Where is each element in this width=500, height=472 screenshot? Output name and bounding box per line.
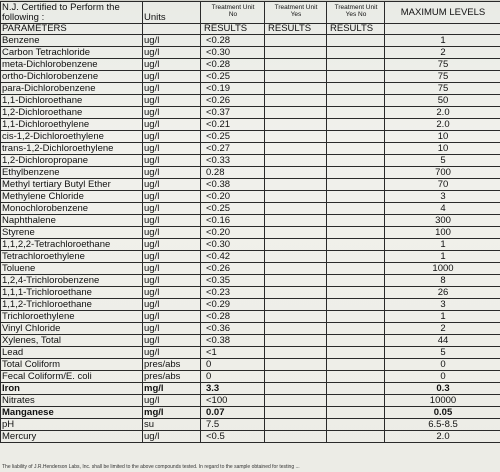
result-cell: <0.19 (201, 83, 265, 95)
param-cell: ortho-Dichlorobenzene (1, 71, 143, 83)
table-row (1, 131, 500, 143)
param-cell: 1,2-Dichloropropane (1, 155, 143, 167)
param-cell: Monochlorobenzene (1, 203, 143, 215)
result-yes-cell (265, 335, 327, 347)
param-cell: 1,2-Dichloroethane (1, 107, 143, 119)
unit-cell: ug/l (143, 215, 201, 227)
unit-cell: ug/l (143, 179, 201, 191)
units-subheader (143, 24, 201, 35)
unit-cell: ug/l (143, 311, 201, 323)
unit-cell: ug/l (143, 395, 201, 407)
result-yes-cell (265, 311, 327, 323)
subheader-row (1, 24, 500, 35)
max-levels-header: MAXIMUM LEVELS (385, 2, 500, 24)
result-yes-cell (265, 71, 327, 83)
max-level-cell: 10 (385, 131, 500, 143)
unit-cell: ug/l (143, 323, 201, 335)
result-yesno-cell (327, 107, 385, 119)
unit-cell: ug/l (143, 275, 201, 287)
table-row (1, 143, 500, 155)
unit-cell: ug/l (143, 287, 201, 299)
result-yes-cell (265, 371, 327, 383)
max-level-cell: 1000 (385, 263, 500, 275)
unit-cell: ug/l (143, 347, 201, 359)
result-yes-cell (265, 407, 327, 419)
param-cell: 1,1-Dichloroethylene (1, 119, 143, 131)
unit-cell: ug/l (143, 119, 201, 131)
result-yesno-cell (327, 47, 385, 59)
result-yes-cell (265, 179, 327, 191)
unit-cell: ug/l (143, 227, 201, 239)
result-yes-cell (265, 143, 327, 155)
treatment-yes-header (265, 2, 327, 24)
result-cell: <0.28 (201, 59, 265, 71)
param-cell: Lead (1, 347, 143, 359)
max-level-cell: 10000 (385, 395, 500, 407)
result-yesno-cell (327, 251, 385, 263)
result-yes-cell (265, 359, 327, 371)
result-yes-cell (265, 203, 327, 215)
result-yesno-cell (327, 383, 385, 395)
result-yes-cell (265, 215, 327, 227)
table-row (1, 335, 500, 347)
result-yes-cell (265, 263, 327, 275)
result-yesno-cell (327, 119, 385, 131)
unit-cell: ug/l (143, 155, 201, 167)
max-level-cell: 2.0 (385, 107, 500, 119)
result-yes-cell (265, 227, 327, 239)
result-yesno-cell (327, 35, 385, 47)
parameters-header: PARAMETERS (1, 24, 143, 35)
max-level-cell: 0.05 (385, 407, 500, 419)
table-row (1, 203, 500, 215)
result-yesno-cell (327, 227, 385, 239)
result-yes-cell (265, 287, 327, 299)
unit-cell: mg/l (143, 383, 201, 395)
param-cell: Carbon Tetrachloride (1, 47, 143, 59)
max-level-cell: 3 (385, 299, 500, 311)
table-row (1, 407, 500, 419)
max-level-cell: 2 (385, 323, 500, 335)
result-yesno-cell (327, 167, 385, 179)
result-cell: <0.27 (201, 143, 265, 155)
treatment-yes-line2: Yes (290, 11, 302, 18)
table-row (1, 359, 500, 371)
result-yesno-cell (327, 83, 385, 95)
result-yes-cell (265, 83, 327, 95)
max-level-cell: 3 (385, 191, 500, 203)
result-yes-cell (265, 275, 327, 287)
result-cell: <0.37 (201, 107, 265, 119)
table-row (1, 347, 500, 359)
result-yesno-cell (327, 359, 385, 371)
table-row (1, 155, 500, 167)
header-row (1, 2, 500, 24)
param-cell: Nitrates (1, 395, 143, 407)
max-level-cell: 5 (385, 155, 500, 167)
result-yesno-cell (327, 71, 385, 83)
result-yes-cell (265, 95, 327, 107)
table-row (1, 239, 500, 251)
unit-cell: ug/l (143, 239, 201, 251)
unit-cell: ug/l (143, 191, 201, 203)
max-level-cell: 1 (385, 35, 500, 47)
param-cell: Naphthalene (1, 215, 143, 227)
unit-cell: ug/l (143, 167, 201, 179)
result-cell: <0.28 (201, 311, 265, 323)
result-cell: <0.25 (201, 203, 265, 215)
result-cell: <0.20 (201, 191, 265, 203)
max-level-cell: 75 (385, 71, 500, 83)
result-cell: <0.25 (201, 71, 265, 83)
table-row (1, 299, 500, 311)
param-cell: 1,1-Dichloroethane (1, 95, 143, 107)
result-yes-cell (265, 47, 327, 59)
result-yesno-cell (327, 263, 385, 275)
result-yes-cell (265, 299, 327, 311)
result-cell: <0.23 (201, 287, 265, 299)
result-yesno-cell (327, 419, 385, 431)
table-row (1, 251, 500, 263)
param-cell: Xylenes, Total (1, 335, 143, 347)
unit-cell: ug/l (143, 203, 201, 215)
param-cell: Vinyl Chloride (1, 323, 143, 335)
param-cell: Benzene (1, 35, 143, 47)
unit-cell: ug/l (143, 59, 201, 71)
param-cell: Styrene (1, 227, 143, 239)
result-yes-cell (265, 347, 327, 359)
param-cell: 1,1,1-Trichloroethane (1, 287, 143, 299)
table-row (1, 167, 500, 179)
max-level-cell: 70 (385, 179, 500, 191)
max-level-cell: 2.0 (385, 119, 500, 131)
table-row (1, 47, 500, 59)
result-yes-cell (265, 419, 327, 431)
max-level-cell: 26 (385, 287, 500, 299)
table-row (1, 383, 500, 395)
result-yesno-cell (327, 191, 385, 203)
result-yesno-cell (327, 203, 385, 215)
units-header: Units (143, 2, 201, 24)
table-row (1, 287, 500, 299)
result-cell: <0.30 (201, 239, 265, 251)
table-row (1, 83, 500, 95)
max-level-cell: 0 (385, 371, 500, 383)
param-cell: Fecal Coliform/E. coli (1, 371, 143, 383)
unit-cell: ug/l (143, 71, 201, 83)
result-cell: <0.25 (201, 131, 265, 143)
result-yes-cell (265, 323, 327, 335)
result-cell: <1 (201, 347, 265, 359)
unit-cell: ug/l (143, 83, 201, 95)
unit-cell: pres/abs (143, 371, 201, 383)
result-yesno-cell (327, 371, 385, 383)
result-yes-cell (265, 431, 327, 443)
max-level-cell: 1 (385, 251, 500, 263)
liability-footer: The liability of J.R.Henderson Labs, Inc. shall be limited to the above compounds tested. In regard to the sample obtained for testing ... (2, 464, 300, 470)
treatment-no-line1: Treatment Unit (211, 4, 255, 11)
unit-cell: ug/l (143, 47, 201, 59)
result-cell: <0.21 (201, 119, 265, 131)
unit-cell: ug/l (143, 107, 201, 119)
result-cell: 0.07 (201, 407, 265, 419)
result-cell: <0.35 (201, 275, 265, 287)
result-yesno-cell (327, 155, 385, 167)
param-cell: Methyl tertiary Butyl Ether (1, 179, 143, 191)
max-level-cell: 1 (385, 239, 500, 251)
treatment-no-header (201, 2, 265, 24)
result-cell: 0 (201, 359, 265, 371)
param-cell: pH (1, 419, 143, 431)
table-row (1, 95, 500, 107)
table-row (1, 227, 500, 239)
result-cell: 0.28 (201, 167, 265, 179)
unit-cell: ug/l (143, 263, 201, 275)
treatment-no-line2: No (228, 11, 238, 18)
result-yesno-cell (327, 299, 385, 311)
table-row (1, 275, 500, 287)
result-cell: <0.16 (201, 215, 265, 227)
result-yes-cell (265, 107, 327, 119)
result-yes-cell (265, 251, 327, 263)
param-cell: 1,1,2,2-Tetrachloroethane (1, 239, 143, 251)
param-cell: meta-Dichlorobenzene (1, 59, 143, 71)
max-level-cell: 0 (385, 359, 500, 371)
result-yes-cell (265, 155, 327, 167)
max-subheader (385, 24, 500, 35)
param-cell: Manganese (1, 407, 143, 419)
table-row (1, 191, 500, 203)
treatment-yesno-line1: Treatment Unit (334, 4, 378, 11)
param-cell: Tetrachloroethylene (1, 251, 143, 263)
table-row (1, 179, 500, 191)
result-yesno-cell (327, 431, 385, 443)
max-level-cell: 2 (385, 47, 500, 59)
result-cell: <0.33 (201, 155, 265, 167)
result-yesno-cell (327, 95, 385, 107)
param-cell: Mercury (1, 431, 143, 443)
result-cell: <0.29 (201, 299, 265, 311)
result-yesno-cell (327, 275, 385, 287)
param-cell: Iron (1, 383, 143, 395)
result-yesno-cell (327, 215, 385, 227)
result-yes-cell (265, 119, 327, 131)
result-yes-cell (265, 167, 327, 179)
table-row (1, 215, 500, 227)
result-yes-cell (265, 191, 327, 203)
result-cell: <0.30 (201, 47, 265, 59)
table-row (1, 119, 500, 131)
result-cell: <0.26 (201, 95, 265, 107)
table-row (1, 263, 500, 275)
result-yesno-cell (327, 311, 385, 323)
table-row (1, 371, 500, 383)
treatment-yesno-header (327, 2, 385, 24)
result-yesno-cell (327, 131, 385, 143)
results-header-1: RESULTS (201, 24, 265, 35)
result-yesno-cell (327, 287, 385, 299)
result-yesno-cell (327, 395, 385, 407)
result-yesno-cell (327, 323, 385, 335)
param-cell: Methylene Chloride (1, 191, 143, 203)
result-yesno-cell (327, 179, 385, 191)
param-cell: cis-1,2-Dichloroethylene (1, 131, 143, 143)
results-header-2: RESULTS (265, 24, 327, 35)
max-level-cell: 700 (385, 167, 500, 179)
result-cell: 7.5 (201, 419, 265, 431)
unit-cell: ug/l (143, 95, 201, 107)
result-cell: <0.26 (201, 263, 265, 275)
unit-cell: ug/l (143, 335, 201, 347)
param-cell: trans-1,2-Dichloroethylene (1, 143, 143, 155)
max-level-cell: 8 (385, 275, 500, 287)
max-level-cell: 75 (385, 59, 500, 71)
result-cell: <0.20 (201, 227, 265, 239)
results-header-3: RESULTS (327, 24, 385, 35)
max-level-cell: 4 (385, 203, 500, 215)
table-row (1, 35, 500, 47)
max-level-cell: 5 (385, 347, 500, 359)
table-row (1, 419, 500, 431)
result-yesno-cell (327, 335, 385, 347)
table-row (1, 431, 500, 443)
result-yesno-cell (327, 347, 385, 359)
unit-cell: pres/abs (143, 359, 201, 371)
param-cell: 1,2,4-Trichlorobenzene (1, 275, 143, 287)
result-yesno-cell (327, 239, 385, 251)
max-level-cell: 10 (385, 143, 500, 155)
result-yes-cell (265, 59, 327, 71)
max-level-cell: 0.3 (385, 383, 500, 395)
unit-cell: ug/l (143, 143, 201, 155)
param-cell: Toluene (1, 263, 143, 275)
max-level-cell: 1 (385, 311, 500, 323)
result-cell: <0.28 (201, 35, 265, 47)
param-cell: 1,1,2-Trichloroethane (1, 299, 143, 311)
max-level-cell: 75 (385, 83, 500, 95)
treatment-yes-line1: Treatment Unit (274, 4, 318, 11)
treatment-yesno-line2: Yes No (345, 11, 367, 18)
result-cell: <100 (201, 395, 265, 407)
unit-cell: ug/l (143, 299, 201, 311)
max-level-cell: 50 (385, 95, 500, 107)
unit-cell: mg/l (143, 407, 201, 419)
unit-cell: su (143, 419, 201, 431)
result-yes-cell (265, 35, 327, 47)
param-cell: para-Dichlorobenzene (1, 83, 143, 95)
unit-cell: ug/l (143, 131, 201, 143)
result-yes-cell (265, 383, 327, 395)
result-yesno-cell (327, 59, 385, 71)
max-level-cell: 100 (385, 227, 500, 239)
max-level-cell: 44 (385, 335, 500, 347)
param-cell: Total Coliform (1, 359, 143, 371)
result-cell: 3.3 (201, 383, 265, 395)
table-row (1, 311, 500, 323)
result-cell: <0.38 (201, 335, 265, 347)
table-row (1, 59, 500, 71)
results-table (0, 1, 500, 443)
certified-label: N.J. Certified to Perform the following : (1, 2, 143, 24)
result-cell: <0.42 (201, 251, 265, 263)
result-yes-cell (265, 395, 327, 407)
result-yes-cell (265, 239, 327, 251)
result-cell: <0.36 (201, 323, 265, 335)
table-row (1, 323, 500, 335)
param-cell: Trichloroethylene (1, 311, 143, 323)
max-level-cell: 300 (385, 215, 500, 227)
unit-cell: ug/l (143, 431, 201, 443)
result-cell: 0 (201, 371, 265, 383)
table-row (1, 107, 500, 119)
max-level-cell: 2.0 (385, 431, 500, 443)
result-yes-cell (265, 131, 327, 143)
result-cell: <0.38 (201, 179, 265, 191)
table-row (1, 71, 500, 83)
param-cell: Ethylbenzene (1, 167, 143, 179)
result-yesno-cell (327, 407, 385, 419)
result-yesno-cell (327, 143, 385, 155)
table-row (1, 395, 500, 407)
unit-cell: ug/l (143, 35, 201, 47)
max-level-cell: 6.5-8.5 (385, 419, 500, 431)
unit-cell: ug/l (143, 251, 201, 263)
result-cell: <0.5 (201, 431, 265, 443)
